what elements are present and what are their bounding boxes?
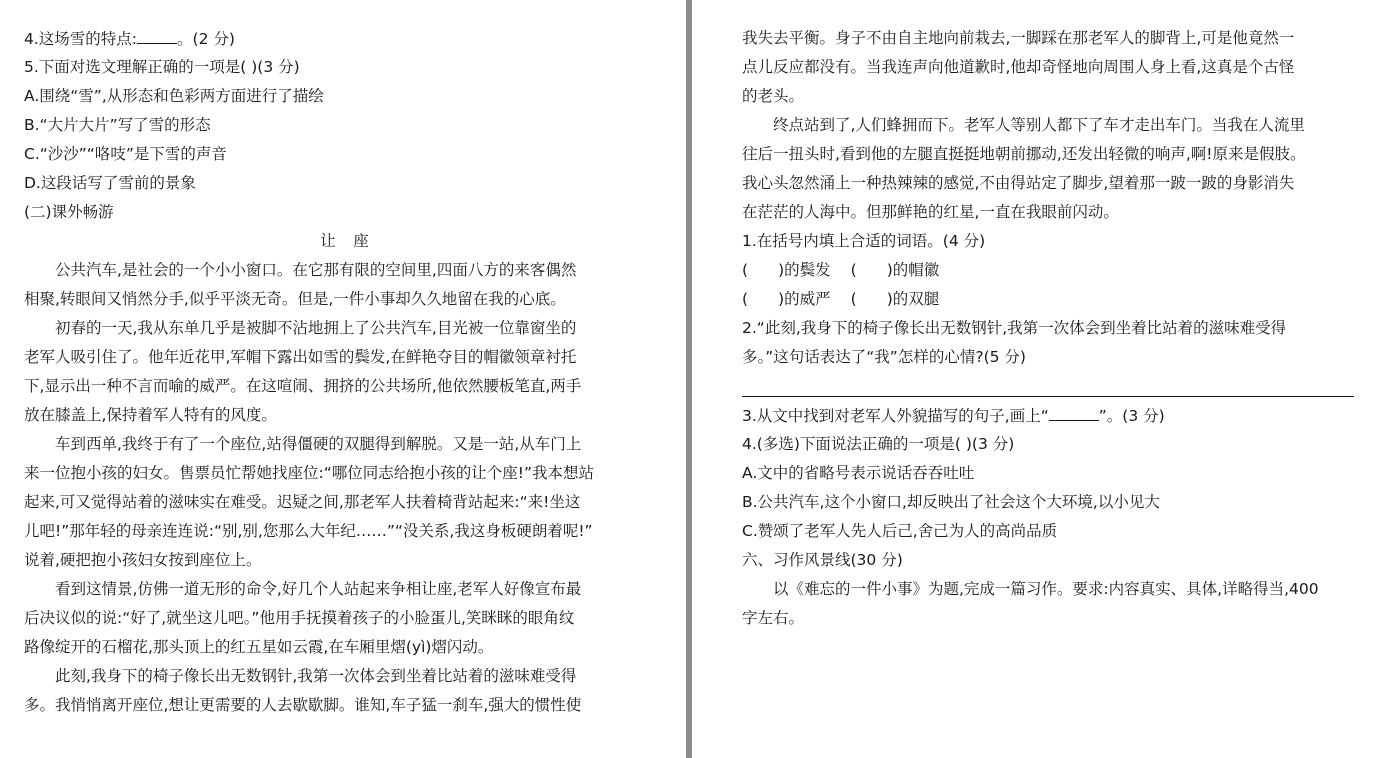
answer-line[interactable]: [742, 396, 1354, 397]
text-line: 多。我悄悄离开座位,想让更需要的人去歇歇脚。谁知,车子猛一刹车,强大的惯性使: [24, 696, 582, 714]
text-line: 在茫茫的人海中。但那鲜艳的红星,一直在我眼前闪动。: [742, 203, 1119, 221]
text-line: 放在膝盖上,保持着军人特有的风度。: [24, 406, 277, 424]
text-line: 老军人吸引住了。他年近花甲,军帽下露出如雪的鬓发,在鲜艳夺目的帽徽领章衬托: [24, 348, 577, 366]
option-c: C.赞颂了老军人先人后己,舍己为人的高尚品质: [742, 522, 1058, 540]
option-a: A.文中的省略号表示说话吞吞吐吐: [742, 464, 975, 482]
question-1: 1.在括号内填上合适的词语。(4 分): [742, 232, 986, 250]
text-line: 来一位抱小孩的妇女。售票员忙帮她找座位:“哪位同志给抱小孩的让个座!”我本想站: [24, 464, 594, 482]
text-line: 车到西单,我终于有了一个座位,站得僵硬的双腿得到解脱。又是一站,从车门上: [55, 435, 582, 453]
text-line: 初春的一天,我从东单几乎是被脚不沾地拥上了公共汽车,目光被一位靠窗坐的: [55, 319, 577, 337]
text-line: 我失去平衡。身子不由自主地向前栽去,一脚踩在那老军人的脚背上,可是他竟然一: [742, 29, 1295, 47]
question-5: 5.下面对选文理解正确的一项是( )(3 分): [24, 58, 300, 76]
question-4: 4.这场雪的特点: 。(2 分): [24, 27, 235, 49]
option-c: C.“沙沙”“咯吱”是下雪的声音: [24, 145, 227, 163]
text-line: 此刻,我身下的椅子像长出无数钢针,我第一次体会到坐着比站着的滋味难受得: [55, 667, 577, 685]
text-line: 我心头忽然涌上一种热辣辣的感觉,不由得站定了脚步,望着那一跛一跛的身影消失: [742, 174, 1295, 192]
question-2-cont: 多。”这句话表达了“我”怎样的心情?(5 分): [742, 348, 1026, 366]
text-line: 公共汽车,是社会的一个小小窗口。在它那有限的空间里,四面八方的来客偶然: [55, 261, 577, 279]
option-d: D.这段话写了雪前的景象: [24, 174, 196, 192]
text-line: 儿吧!”那年轻的母亲连连说:“别,别,您那么大年纪……”“没关系,我这身板硬朗着呢!”: [24, 522, 593, 540]
question-2: 2.“此刻,我身下的椅子像长出无数钢针,我第一次体会到坐着比站着的滋味难受得: [742, 319, 1287, 337]
essay-prompt-cont: 字左右。: [742, 609, 805, 627]
text-line: 说着,硬把抱小孩妇女按到座位上。: [24, 551, 262, 569]
option-b: B.“大片大片”写了雪的形态: [24, 116, 211, 134]
section-heading: 六、习作风景线(30 分): [742, 551, 903, 569]
question-3: 3.从文中找到对老军人外貌描写的句子,画上“ ”。(3 分): [742, 404, 1165, 426]
fill-row-2: ( )的威严 ( )的双腿: [742, 290, 940, 308]
section-heading: (二)课外畅游: [24, 203, 114, 221]
text-line: 路像绽开的石榴花,那头顶上的红五星如云霞,在车厢里熠(yì)熠闪动。: [24, 638, 494, 656]
text-line: 下,显示出一种不言而喻的威严。在这喧闹、拥挤的公共场所,他依然腰板笔直,两手: [24, 377, 582, 395]
text-line: 点儿反应都没有。当我连声向他道歉时,他却奇怪地向周围人身上看,这真是个古怪: [742, 58, 1295, 76]
option-a: A.围绕“雪”,从形态和色彩两方面进行了描绘: [24, 87, 324, 105]
question-4: 4.(多选)下面说法正确的一项是( )(3 分): [742, 435, 1015, 453]
right-page: [692, 0, 1380, 758]
text-line: 相聚,转眼间又悄然分手,似乎平淡无奇。但是,一件小事却久久地留在我的心底。: [24, 290, 566, 308]
text-line: 的老头。: [742, 87, 805, 105]
story-title: 让 座: [320, 232, 370, 250]
option-b: B.公共汽车,这个小窗口,却反映出了社会这个大环境,以小见大: [742, 493, 1160, 511]
text-line: 起来,可又觉得站着的滋味实在难受。迟疑之间,那老军人扶着椅背站起来:“来!坐这: [24, 493, 581, 511]
text-line: 后决议似的说:“好了,就坐这儿吧。”他用手抚摸着孩子的小脸蛋儿,笑眯眯的眼角纹: [24, 609, 575, 627]
underline-sample: [1049, 404, 1099, 421]
essay-prompt: 以《难忘的一件小事》为题,完成一篇习作。要求:内容真实、具体,详略得当,400: [773, 580, 1319, 598]
text-line: 终点站到了,人们蜂拥而下。老军人等别人都下了车才走出车门。当我在人流里: [773, 116, 1305, 134]
fill-row-1: ( )的鬓发 ( )的帽徽: [742, 261, 940, 279]
answer-blank[interactable]: [137, 27, 177, 44]
text-line: 往后一扭头时,看到他的左腿直挺挺地朝前挪动,还发出轻微的响声,啊!原来是假肢。: [742, 145, 1306, 163]
text-line: 看到这情景,仿佛一道无形的命令,好几个人站起来争相让座,老军人好像宣布最: [55, 580, 582, 598]
